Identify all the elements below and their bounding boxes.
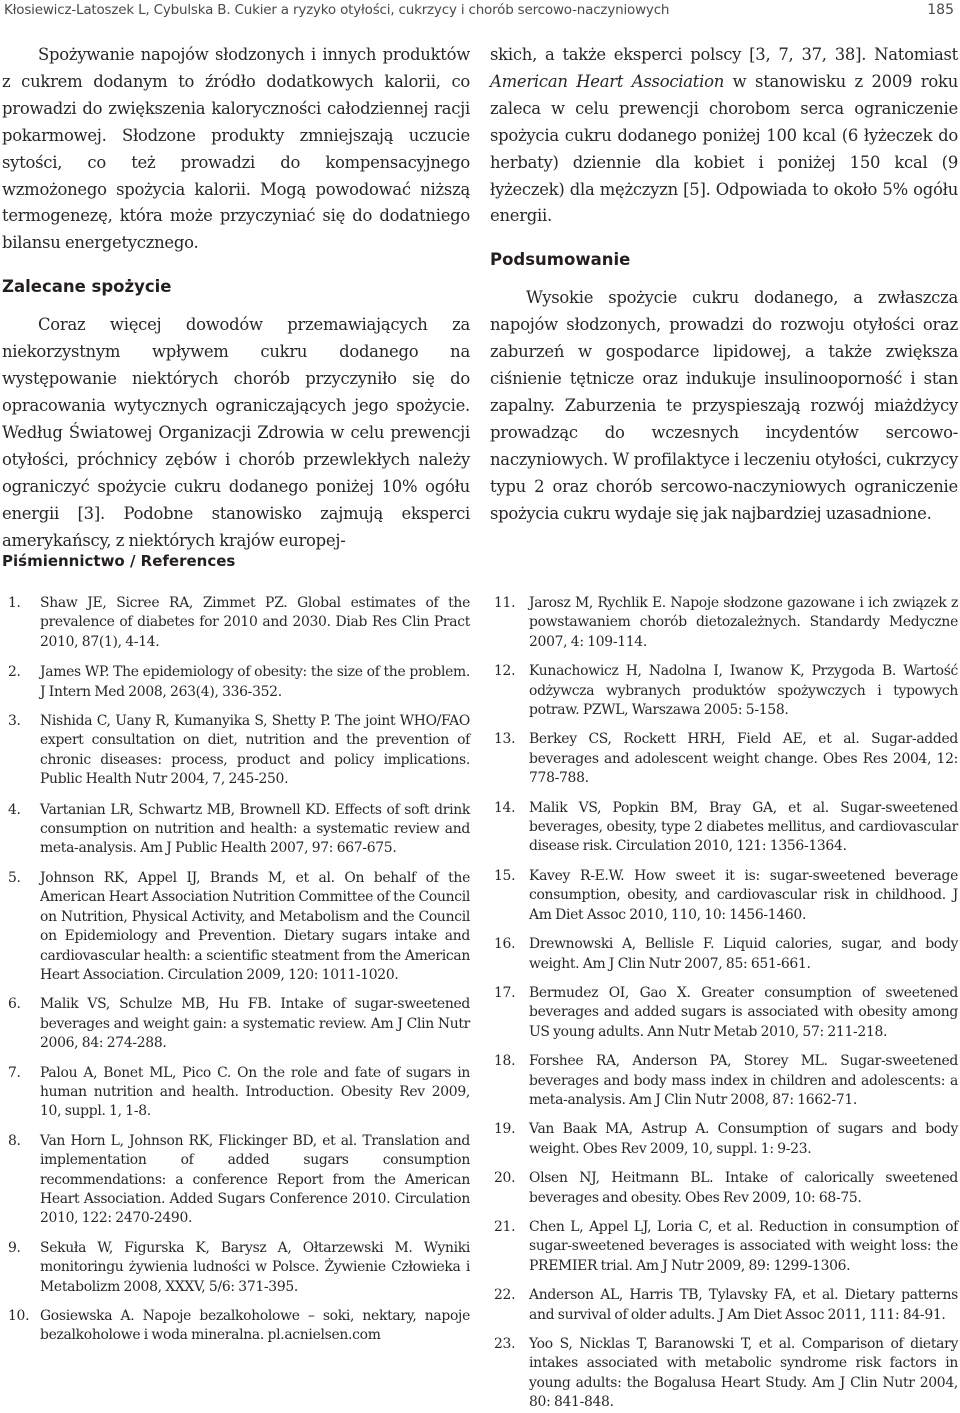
reference-number: 18. bbox=[494, 1053, 516, 1070]
reference-item bbox=[6, 995, 470, 1053]
reference-item bbox=[494, 1169, 958, 1208]
reference-number: 15. bbox=[494, 867, 516, 884]
reference-number: 4. bbox=[8, 801, 21, 818]
reference-item bbox=[6, 1239, 470, 1297]
references-list-right bbox=[494, 594, 958, 1413]
reference-text: Malik VS, Schulze MB, Hu FB. Intake of sugar-sweetened beverages and weight gain: a systematic review. Am J Clin Nutr 2006, 84: 274-288. bbox=[40, 996, 470, 1052]
reference-text: Shaw JE, Sicree RA, Zimmet PZ. Global estimates of the prevalence of diabetes for 2010 and 2030. Diab Res Clin Pract 2010, 87(1), 4-14. bbox=[40, 595, 470, 650]
reference-number: 23. bbox=[494, 1336, 516, 1352]
reference-number: 17. bbox=[494, 984, 516, 1001]
reference-number: 16. bbox=[494, 936, 516, 953]
reference-item bbox=[494, 730, 958, 788]
reference-text: Palou A, Bonet ML, Pico C. On the role and fate of sugars in human nutrition and health. Introduction. Obesity Rev 2009, 10, suppl. 1, 1-8. bbox=[40, 1064, 470, 1120]
right-text-column bbox=[490, 42, 958, 528]
reference-number: 1. bbox=[8, 595, 21, 611]
reference-text: Kunachowicz H, Nadolna I, Iwanow K, Przygoda B. Wartość odżywcza wybranych produktów spożywczych i typowych potraw. PZWL, Warszawa 2005: 5-158. bbox=[529, 663, 958, 719]
reference-text: Anderson AL, Harris TB, Tylavsky FA, et al. Dietary patterns and survival of older adults. J Am Diet Assoc 2011, 111: 84-91. bbox=[529, 1287, 958, 1323]
reference-number: 13. bbox=[494, 731, 516, 748]
reference-number: 12. bbox=[494, 663, 516, 680]
reference-text: James WP. The epidemiology of obesity: the size of the problem. J Intern Med 2008, 263(4), 336-352. bbox=[40, 664, 470, 700]
paragraph-aha-recommendation bbox=[490, 42, 958, 230]
reference-text: Chen L, Appel LJ, Loria C, et al. Reduction in consumption of sugar-sweetened beverages is associated with weight loss: the PREMIER trial. Am J Nutr 2009, 89: 1299-1306. bbox=[529, 1218, 958, 1274]
running-header bbox=[4, 0, 954, 22]
reference-text: Van Horn L, Johnson RK, Flickinger BD, et al. Translation and implementation of added sugars consumption recommendations: a conference Report from the American Heart Association. Added Sugars Conference 2010. Circulation 2010, 122: 2470-2490. bbox=[40, 1132, 470, 1227]
reference-text: Sekuła W, Figurska K, Barysz A, Ołtarzewski M. Wyniki monitoringu żywienia ludności w Polsce. Żywienie Człowieka i Metabolizm 2008, XXXV, 5/6: 371-395. bbox=[40, 1239, 470, 1295]
reference-item bbox=[494, 935, 958, 974]
reference-text: Forshee RA, Anderson PA, Storey ML. Sugar-sweetened beverages and body mass index in children and adolescents: a meta-analysis. Am J Clin Nutr 2008, 87: 1662-71. bbox=[529, 1053, 958, 1108]
paragraph-summary: Wysokie spożycie cukru dodanego, a zwłaszcza napojów słodzonych, prowadzi do rozwoju otyłości oraz zaburzeń w gospodarce lipidowej, a także zwiększa ciśnienie tętnicze oraz indukuje insulinooporność i stan zapalny. Zaburzenia te przyspieszają rozwój miażdżycy prowadząc do wczesnych incydentów sercowo-naczyniowych. W profilaktyce i leczeniu otyłości, cukrzycy typu 2 oraz chorób sercowo-naczyniowych ograniczenie spożycia cukru wydaje się jak najbardziej uzasadnione. bbox=[490, 288, 958, 523]
reference-item bbox=[494, 1120, 958, 1159]
reference-item bbox=[494, 1052, 958, 1110]
reference-number: 19. bbox=[494, 1121, 516, 1138]
reference-text: Vartanian LR, Schwartz MB, Brownell KD. Effects of soft drink consumption on nutrition and health: a systematic review and meta-analysis. Am J Public Health 2007, 97: 667-675. bbox=[40, 801, 470, 857]
aha-organization-name: American Heart Association bbox=[490, 71, 725, 91]
reference-text: Van Baak MA, Astrup A. Consumption of sugars and body weight. Obes Rev 2009, 10, suppl. 1: 9-23. bbox=[529, 1121, 958, 1157]
reference-number: 8. bbox=[8, 1132, 21, 1149]
reference-number: 21. bbox=[494, 1218, 516, 1235]
reference-item bbox=[6, 1132, 470, 1229]
reference-number: 6. bbox=[8, 996, 21, 1013]
reference-text: Gosiewska A. Napoje bezalkoholowe – soki, nektary, napoje bezalkoholowe i woda mineralna. pl.acnielsen.com bbox=[40, 1308, 470, 1344]
reference-item bbox=[6, 1307, 470, 1346]
reference-item bbox=[494, 662, 958, 720]
reference-text: Kavey R-E.W. How sweet it is: sugar-sweetened beverage consumption, obesity, and cardiovascular risk in childhood. J Am Diet Assoc 2010, 110, 10: 1456-1460. bbox=[529, 867, 958, 923]
paragraph-recommendations: Coraz więcej dowodów przemawiających za niekorzystnym wpływem cukru dodanego na występowanie niektórych chorób przyczyniło się do opracowania wytycznych ograniczających jego spożycie. Według Światowej Organizacji Zdrowia w celu prewencji otyłości, próchnicy zębów i chorób przewlekłych należy ograniczyć spożycie cukru dodanego poniżej 10% ogółu energii [3]. Podobne stanowisko zajmują eksperci amerykańscy, z niektórych krajów europej- bbox=[2, 315, 470, 550]
reference-item bbox=[6, 1064, 470, 1122]
left-text-column bbox=[2, 42, 470, 554]
reference-item bbox=[494, 1218, 958, 1276]
reference-number: 9. bbox=[8, 1239, 21, 1256]
section-heading-recommended-intake: Zalecane spożycie bbox=[2, 277, 172, 297]
paragraph-sweetened-drinks: Spożywanie napojów słodzonych i innych produktów z cukrem dodanym to źródło dodatkowych kalorii, co prowadzi do zwiększenia kaloryczności całodziennej racji pokarmowej. Słodzone produkty zmniejszają uczucie sytości, co też prowadzi do kompensacyjnego wzmożonego spożycia kalorii. Mogą powodować niższą termogenezę, która może przyczyniać się do dodatniego bilansu energetycznego. bbox=[2, 45, 470, 253]
reference-text: Bermudez OI, Gao X. Greater consumption of sweetened beverages and added sugars is associated with obesity among US young adults. Ann Nutr Metab 2010, 57: 211-218. bbox=[529, 984, 958, 1040]
reference-number: 14. bbox=[494, 799, 516, 816]
reference-text: Olsen NJ, Heitmann BL. Intake of calorically sweetened beverages and obesity. Obes Rev 2009, 10: 68-75. bbox=[529, 1170, 958, 1206]
reference-text: Malik VS, Popkin BM, Bray GA, et al. Sugar-sweetened beverages, obesity, type 2 diabetes mellitus, and cardiovascular disease risk. Circulation 2010, 121: 1356-1364. bbox=[529, 799, 958, 855]
reference-text: Yoo S, Nicklas T, Baranowski T, et al. Comparison of dietary intakes associated with metabolic syndrome risk factors in young adults: the Bogalusa Heart Study. Am J Clin Nutr 2004, 80: 841-848. bbox=[529, 1336, 958, 1411]
running-title: Kłosiewicz-Latoszek L, Cybulska B. Cukier a ryzyko otyłości, cukrzycy i chorób sercowo-naczyniowych bbox=[4, 2, 670, 18]
reference-item bbox=[494, 867, 958, 925]
reference-item bbox=[494, 594, 958, 652]
page-number: 185 bbox=[927, 2, 954, 18]
reference-number: 20. bbox=[494, 1170, 516, 1187]
reference-item bbox=[6, 801, 470, 859]
reference-number: 3. bbox=[8, 713, 21, 730]
reference-item bbox=[494, 1286, 958, 1325]
reference-number: 5. bbox=[8, 869, 21, 886]
reference-text: Johnson RK, Appel IJ, Brands M, et al. On behalf of the American Heart Association Nutrition Committee of the Council on Nutrition, Physical Activity, and Metabolism and the Council on Epidemiology and Prevention. Dietary sugars intake and cardiovascular health: a scientific steatment from the American Heart Association. Circulation 2009, 120: 1011-1020. bbox=[40, 869, 470, 983]
reference-item bbox=[6, 663, 470, 702]
reference-number: 2. bbox=[8, 664, 21, 681]
reference-text: Jarosz M, Rychlik E. Napoje słodzone gazowane i ich związek z powstawaniem chorób dietozależnych. Standardy Medyczne 2007, 4: 109-114. bbox=[529, 595, 958, 650]
reference-item bbox=[494, 984, 958, 1042]
reference-item bbox=[494, 1335, 958, 1413]
reference-item bbox=[494, 799, 958, 857]
reference-item bbox=[6, 869, 470, 985]
section-heading-summary: Podsumowanie bbox=[490, 250, 631, 270]
reference-number: 7. bbox=[8, 1064, 21, 1081]
reference-text: Berkey CS, Rockett HRH, Field AE, et al. Sugar-added beverages and adolescent weight change. Obes Res 2004, 12: 778-788. bbox=[529, 731, 958, 787]
aha-text-end: w stanowisku z 2009 roku zaleca w celu prewencji chorobom serca ograniczenie spożycia cukru dodanego poniżej 100 kcal (6 łyżeczek do herbaty) dziennie dla kobiet i poniżej 150 kcal (9 łyżeczek) dla mężczyzn [5]. Odpowiada to około 5% ogółu energii. bbox=[490, 71, 958, 226]
references-list-left bbox=[6, 594, 470, 1346]
reference-item bbox=[6, 712, 470, 790]
reference-item bbox=[6, 594, 470, 652]
reference-text: Drewnowski A, Bellisle F. Liquid calories, sugar, and body weight. Am J Clin Nutr 2007, 85: 651-661. bbox=[529, 936, 958, 972]
aha-text-start: skich, a także eksperci polscy [3, 7, 37, 38]. Natomiast bbox=[490, 45, 958, 64]
reference-number: 22. bbox=[494, 1287, 516, 1304]
reference-number: 10. bbox=[8, 1308, 30, 1324]
references-heading: Piśmiennictwo / References bbox=[2, 552, 236, 570]
reference-number: 11. bbox=[494, 595, 516, 611]
reference-text: Nishida C, Uany R, Kumanyika S, Shetty P. The joint WHO/FAO expert consultation on diet, nutrition and the prevention of chronic diseases: process, product and policy implications. Public Health Nutr 2004, 7, 245-250. bbox=[40, 713, 470, 788]
